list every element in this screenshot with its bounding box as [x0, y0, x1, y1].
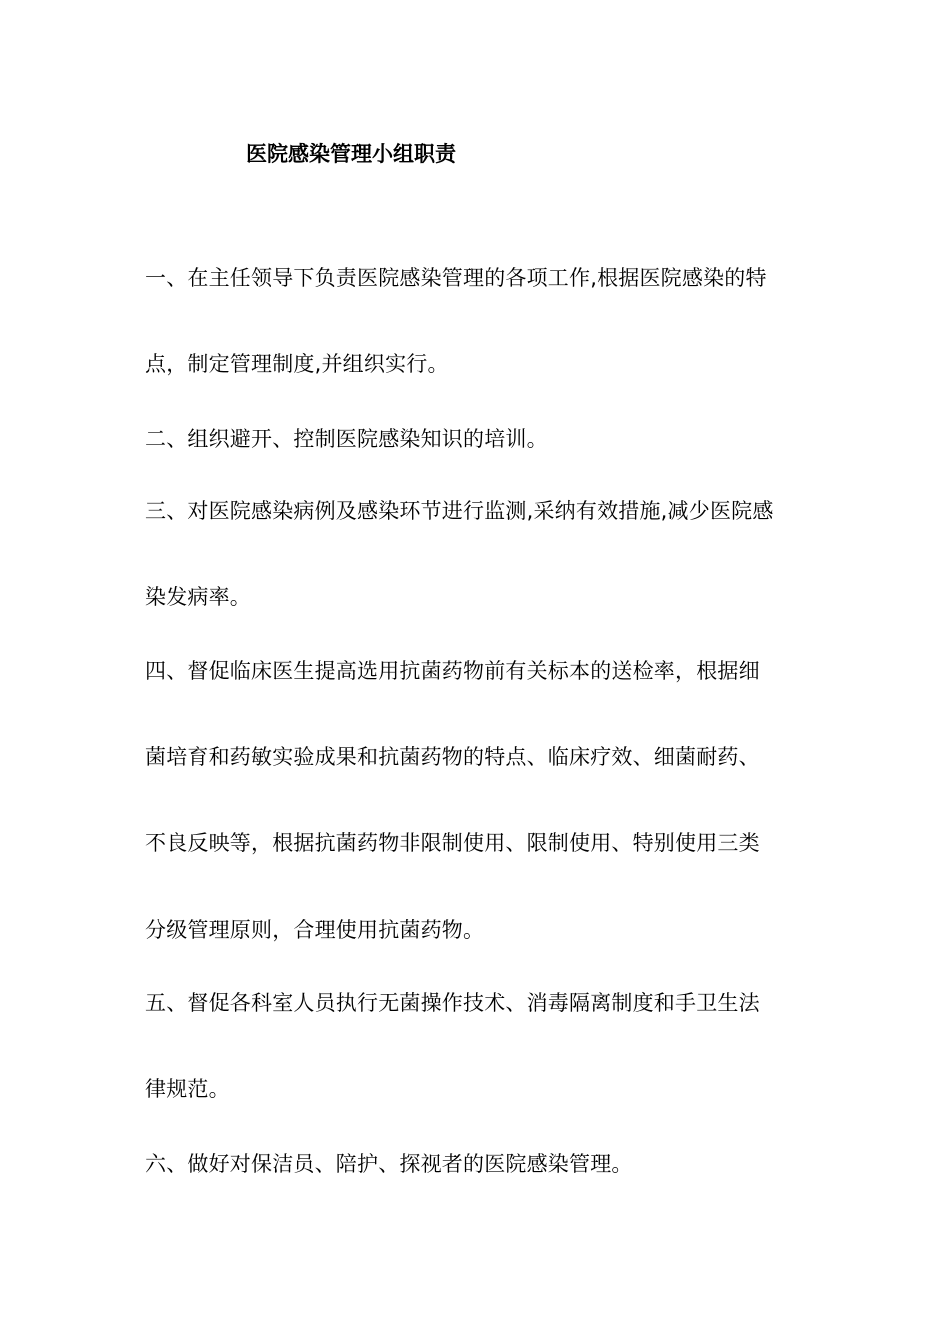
paragraph-6-line-1: 六、做好对保洁员、陪护、探视者的医院感染管理。 [145, 1152, 633, 1176]
paragraph-4-line-2: 菌培育和药敏实验成果和抗菌药物的特点、临床疗效、细菌耐药、 [145, 745, 760, 769]
paragraph-1-line-1: 一、在主任领导下负责医院感染管理的各项工作,根据医院感染的特 [145, 266, 767, 290]
paragraph-2-line-1: 二、组织避开、控制医院感染知识的培训。 [145, 427, 548, 451]
paragraph-4-line-3: 不良反映等，根据抗菌药物非限制使用、限制使用、特别使用三类 [145, 831, 760, 855]
paragraph-1-line-2: 点，制定管理制度,并组织实行。 [145, 352, 449, 376]
paragraph-3-line-1: 三、对医院感染病例及感染环节进行监测,采纳有效措施,减少医院感 [145, 499, 774, 523]
paragraph-4-line-4: 分级管理原则，合理使用抗菌药物。 [145, 918, 485, 942]
paragraph-4-line-1: 四、督促临床医生提高选用抗菌药物前有关标本的送检率，根据细 [145, 659, 760, 683]
paragraph-5-line-2: 律规范。 [145, 1077, 230, 1101]
paragraph-5-line-1: 五、督促各科室人员执行无菌操作技术、消毒隔离制度和手卫生法 [145, 991, 760, 1015]
paragraph-3-line-2: 染发病率。 [145, 585, 251, 609]
document-title: 医院感染管理小组职责 [246, 142, 456, 166]
